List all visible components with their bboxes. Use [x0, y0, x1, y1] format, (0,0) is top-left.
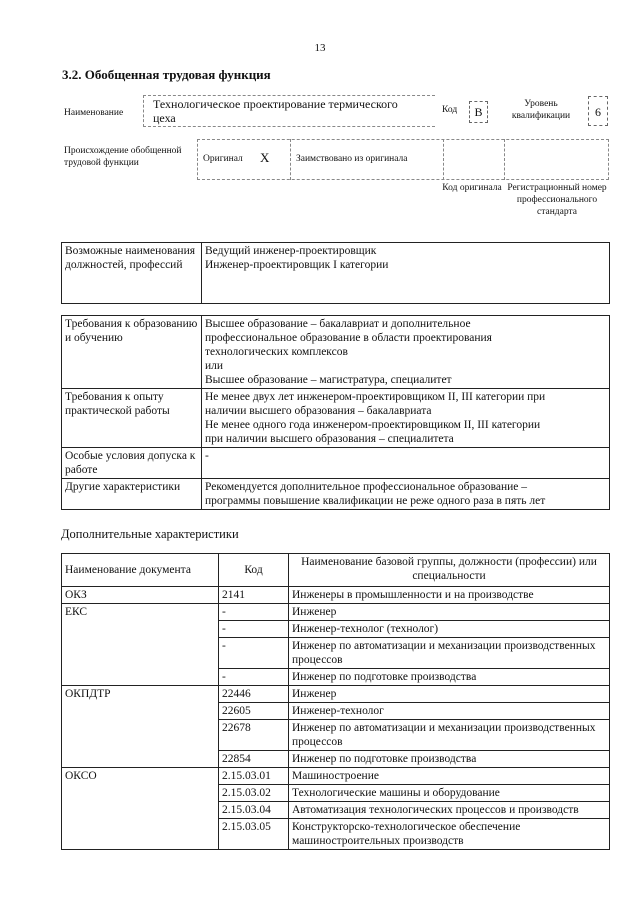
req-line: профессиональное образование в области проектирования — [205, 332, 492, 344]
regnum-caption: Регистрационный номер профессионального стандарта — [507, 183, 607, 217]
table-row — [62, 751, 610, 768]
req-value — [202, 479, 610, 510]
table-row — [62, 819, 610, 850]
header-name: Наименование базовой группы, должности (профессии) или специальности — [289, 554, 610, 587]
name-cell: Инженер по автоматизации и механизации производственных процессов — [289, 720, 610, 751]
code-cell: 2141 — [219, 587, 289, 604]
page-number: 13 — [314, 42, 326, 54]
doc-cell — [62, 703, 219, 720]
code-label: Код — [442, 105, 458, 115]
doc-cell — [62, 669, 219, 686]
code-cell: 2.15.03.01 — [219, 768, 289, 785]
req-row-education — [62, 316, 610, 389]
code-original-caption: Код оригинала — [442, 183, 502, 193]
position-item: Инженер-проектировщик I категории — [205, 259, 389, 271]
name-cell: Конструкторско-технологическое обеспечение машиностроительных производств — [289, 819, 610, 850]
code-cell: 2.15.03.04 — [219, 802, 289, 819]
name-cell: Инженер — [289, 604, 610, 621]
code-cell: 22854 — [219, 751, 289, 768]
name-value: Технологическое проектирование термического цеха — [153, 97, 398, 125]
name-label: Наименование — [64, 108, 124, 118]
header-code: Код — [219, 554, 289, 587]
doc-cell — [62, 751, 219, 768]
req-value — [202, 448, 610, 479]
name-cell: Инженер по подготовке производства — [289, 669, 610, 686]
req-line: наличии высшего образования – бакалавриата — [205, 405, 432, 417]
req-line: Не менее одного года инженером-проектировщиком II, III категории — [205, 419, 541, 431]
code-cell: 2.15.03.05 — [219, 819, 289, 850]
section-title: 3.2. Обобщенная трудовая функция — [62, 67, 271, 82]
table-row — [62, 638, 610, 669]
name-value-box — [143, 95, 435, 127]
original-label: Оригинал — [203, 154, 243, 164]
table-row — [62, 604, 610, 621]
name-cell: Инженер по подготовке производства — [289, 751, 610, 768]
code-cell: - — [219, 638, 289, 669]
doc-cell — [62, 720, 219, 751]
code-cell: - — [219, 621, 289, 638]
code-cell: 22605 — [219, 703, 289, 720]
req-label: Особые условия допуска к работе — [62, 448, 202, 479]
name-cell: Машиностроение — [289, 768, 610, 785]
name-cell: Инженер — [289, 686, 610, 703]
req-value — [202, 316, 610, 389]
positions-table — [61, 242, 610, 304]
req-value — [202, 389, 610, 448]
table-row — [62, 587, 610, 604]
level-label: Уровень квалификации — [511, 99, 571, 121]
doc-cell — [62, 802, 219, 819]
req-line: Высшее образование – бакалавриат и дополнительное — [205, 318, 471, 330]
position-item: Ведущий инженер-проектировщик — [205, 245, 377, 257]
level-value: 6 — [595, 105, 601, 119]
original-mark: X — [260, 150, 270, 165]
table-row — [62, 686, 610, 703]
code-cell: 22446 — [219, 686, 289, 703]
borrowed-label: Заимствовано из оригинала — [296, 154, 408, 164]
code-value-box — [469, 101, 488, 123]
doc-cell — [62, 621, 219, 638]
req-line: или — [205, 360, 224, 372]
name-cell: Инженеры в промышленности и на производстве — [289, 587, 610, 604]
req-row-special — [62, 448, 610, 479]
name-cell: Инженер-технолог — [289, 703, 610, 720]
table-row — [62, 720, 610, 751]
additional-header-row — [62, 554, 610, 587]
req-line: Не менее двух лет инженером-проектировщиком II, III категории при — [205, 391, 546, 403]
doc-cell: ЕКС — [62, 604, 219, 621]
req-label: Требования к образованию и обучению — [62, 316, 202, 389]
code-cell: - — [219, 604, 289, 621]
table-row — [62, 785, 610, 802]
req-line: Высшее образование – магистратура, специалитет — [205, 374, 452, 386]
req-label: Другие характеристики — [62, 479, 202, 510]
positions-label: Возможные наименования должностей, профессий — [62, 243, 202, 304]
name-cell: Технологические машины и оборудование — [289, 785, 610, 802]
code-cell: 22678 — [219, 720, 289, 751]
req-row-other — [62, 479, 610, 510]
level-value-box — [588, 96, 608, 126]
doc-cell — [62, 819, 219, 850]
name-cell: Автоматизация технологических процессов и производств — [289, 802, 610, 819]
req-row-experience — [62, 389, 610, 448]
req-line: Рекомендуется дополнительное профессиональное образование – — [205, 481, 528, 493]
code-cell: - — [219, 669, 289, 686]
name-cell: Инженер-технолог (технолог) — [289, 621, 610, 638]
doc-cell: ОКЗ — [62, 587, 219, 604]
table-row — [62, 802, 610, 819]
req-line: - — [205, 450, 209, 462]
additional-title: Дополнительные характеристики — [61, 527, 239, 541]
doc-cell — [62, 638, 219, 669]
origin-label: Происхождение обобщенной трудовой функции — [64, 146, 182, 168]
header-doc: Наименование документа — [62, 554, 219, 587]
additional-table — [61, 553, 610, 850]
req-label: Требования к опыту практической работы — [62, 389, 202, 448]
doc-cell: ОКСО — [62, 768, 219, 785]
code-value: В — [474, 105, 483, 119]
table-row — [62, 669, 610, 686]
doc-cell — [62, 785, 219, 802]
doc-cell: ОКПДТР — [62, 686, 219, 703]
table-row — [62, 703, 610, 720]
name-cell: Инженер по автоматизации и механизации производственных процессов — [289, 638, 610, 669]
code-cell: 2.15.03.02 — [219, 785, 289, 802]
req-line: технологических комплексов — [205, 346, 348, 358]
positions-values — [202, 243, 610, 304]
origin-box — [197, 139, 609, 180]
requirements-table — [61, 315, 610, 510]
table-row — [62, 621, 610, 638]
positions-row — [62, 243, 610, 304]
req-line: программы повышение квалификации не реже одного раза в пять лет — [205, 495, 546, 507]
req-line: при наличии высшего образования – специалитета — [205, 433, 454, 445]
table-row — [62, 768, 610, 785]
